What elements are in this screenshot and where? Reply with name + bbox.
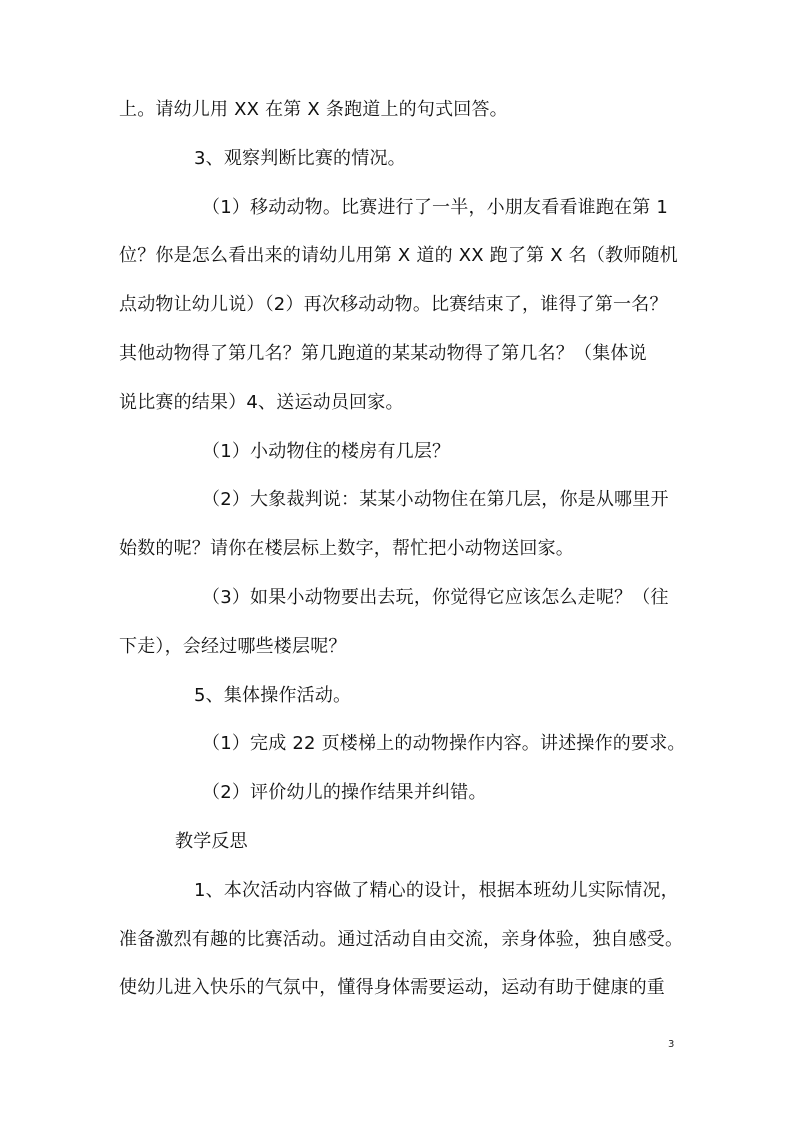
text-line: （2）大象裁判说：某某小动物住在第几层，你是从哪里开 <box>202 489 669 510</box>
page-number: 3 <box>668 1039 675 1050</box>
text-line: 准备激烈有趣的比赛活动。通过活动自由交流，亲身体验，独自感受。 <box>119 929 684 950</box>
text-line: 始数的呢？请你在楼层标上数字，帮忙把小动物送回家。 <box>119 538 574 559</box>
text-line: 点动物让幼儿说）（2）再次移动动物。比赛结束了，谁得了第一名？ <box>119 294 668 315</box>
text-line: （3）如果小动物要出去玩，你觉得它应该怎么走呢？（往 <box>202 587 669 608</box>
text-line: 下走），会经过哪些楼层呢？ <box>119 636 347 657</box>
text-line: （1）移动动物。比赛进行了一半，小朋友看看谁跑在第 1 <box>202 197 669 218</box>
text-line: 上。请幼儿用 XX 在第 X 条跑道上的句式回答。 <box>119 99 508 120</box>
text-line: （2）评价幼儿的操作结果并纠错。 <box>202 782 487 803</box>
section-heading: 3、观察判断比赛的情况。 <box>194 148 406 169</box>
text-line: 其他动物得了第几名？第几跑道的某某动物得了第几名？（集体说 <box>119 343 647 364</box>
text-line: 位？你是怎么看出来的请幼儿用第 X 道的 XX 跑了第 X 名（教师随机 <box>119 245 678 266</box>
text-line: 使幼儿进入快乐的气氛中，懂得身体需要运动，运动有助于健康的重 <box>119 977 665 998</box>
text-line: （1）小动物住的楼房有几层？ <box>202 441 451 462</box>
text-line: 说比赛的结果）4、送运动员回家。 <box>119 392 404 413</box>
text-line: 1、本次活动内容做了精心的设计，根据本班幼儿实际情况， <box>194 880 679 901</box>
section-heading: 5、集体操作活动。 <box>194 685 352 706</box>
section-heading: 教学反思 <box>175 831 248 852</box>
text-line: （1）完成 22 页楼梯上的动物操作内容。讲述操作的要求。 <box>202 733 686 754</box>
